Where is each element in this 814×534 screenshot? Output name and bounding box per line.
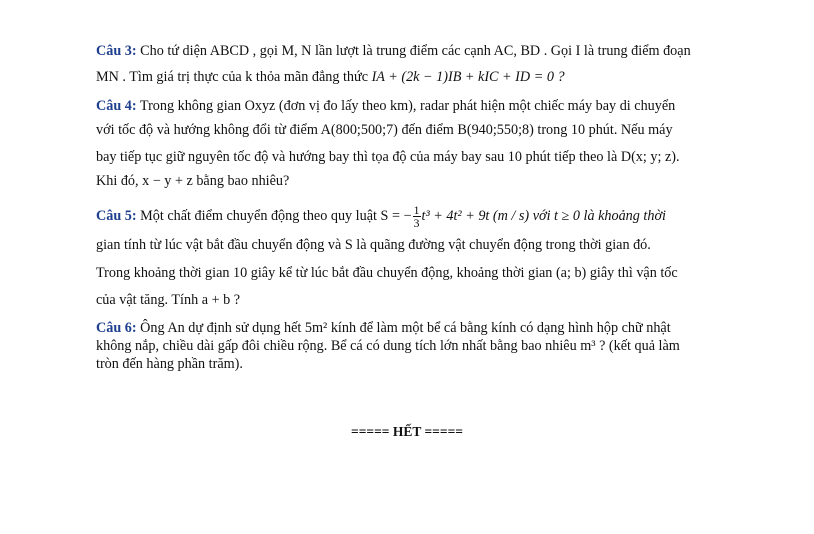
question-5-line-1: [96, 204, 666, 229]
fraction-denominator: 3: [413, 216, 420, 230]
question-5-text-4: của vật tăng. Tính a + b ?: [96, 292, 241, 308]
question-4-line-2: [96, 121, 673, 139]
question-6-line-1: [96, 319, 671, 337]
question-6-text-1: Ông An dự định sử dụng hết 5m² kính để làm một bể cá bằng kính có dạng hình hộp chữ nhật: [136, 320, 671, 336]
question-3-label: Câu 3:: [96, 43, 137, 59]
question-4-line-4: [96, 172, 289, 190]
question-3-line-1: [96, 42, 691, 60]
fraction-numerator: 1: [413, 203, 420, 217]
question-5-line-3: [96, 264, 678, 282]
question-5-line-2: [96, 236, 651, 254]
question-5-label: Câu 5:: [96, 207, 137, 224]
question-4-text-4: Khi đó, x − y + z bằng bao nhiêu?: [96, 173, 290, 189]
question-4-text-2: với tốc độ và hướng không đổi từ điểm A(800;500;7) đến điểm B(940;550;8) trong 10 phút. Nếu máy: [96, 122, 673, 138]
vector-equation: IA + (2k − 1)IB + kIC + ID = 0 ?: [371, 69, 565, 85]
question-6-label: Câu 6:: [96, 320, 137, 336]
question-4-line-3: [96, 148, 680, 166]
question-5-text-1a: Một chất điểm chuyển động theo quy luật S = −: [136, 207, 412, 224]
question-5-text-2: gian tính từ lúc vật bắt đầu chuyển động và S là quãng đường vật chuyển động trong thời gian đó.: [96, 237, 651, 253]
question-6-line-3: [96, 355, 243, 373]
question-3-line-2: [96, 68, 565, 86]
question-3-text-1: Cho tứ diện ABCD , gọi M, N lần lượt là trung điểm các cạnh AC, BD . Gọi I là trung điểm đoạn: [136, 43, 691, 59]
question-6-line-2: [96, 337, 680, 355]
question-5-text-1b: t³ + 4t² + 9t (m / s) với t ≥ 0 là khoảng thời: [421, 207, 666, 224]
question-6-text-3: tròn đến hàng phần trăm).: [96, 356, 243, 372]
question-4-line-1: [96, 97, 675, 115]
question-4-text-1: Trong không gian Oxyz (đơn vị đo lấy theo km), radar phát hiện một chiếc máy bay di chuyển: [136, 98, 676, 114]
end-marker: ===== HẾT =====: [351, 424, 463, 439]
question-4-label: Câu 4:: [96, 98, 137, 114]
question-6-text-2: không nắp, chiều dài gấp đôi chiều rộng. Bể cá có dung tích lớn nhất bằng bao nhiêu m³ ? (kết quả làm: [96, 338, 680, 354]
question-4-text-3: bay tiếp tục giữ nguyên tốc độ và hướng bay thì tọa độ của máy bay sau 10 phút tiếp theo là D(x; y; z).: [96, 149, 680, 165]
question-5-text-3: Trong khoảng thời gian 10 giây kể từ lúc bắt đầu chuyển động, khoảng thời gian (a; b) giây thì vận tốc: [96, 265, 678, 281]
fraction-one-third: [413, 204, 421, 229]
question-3-text-2: MN . Tìm giá trị thực của k thỏa mãn đẳng thức: [96, 69, 372, 85]
question-5-line-4: [96, 291, 240, 309]
